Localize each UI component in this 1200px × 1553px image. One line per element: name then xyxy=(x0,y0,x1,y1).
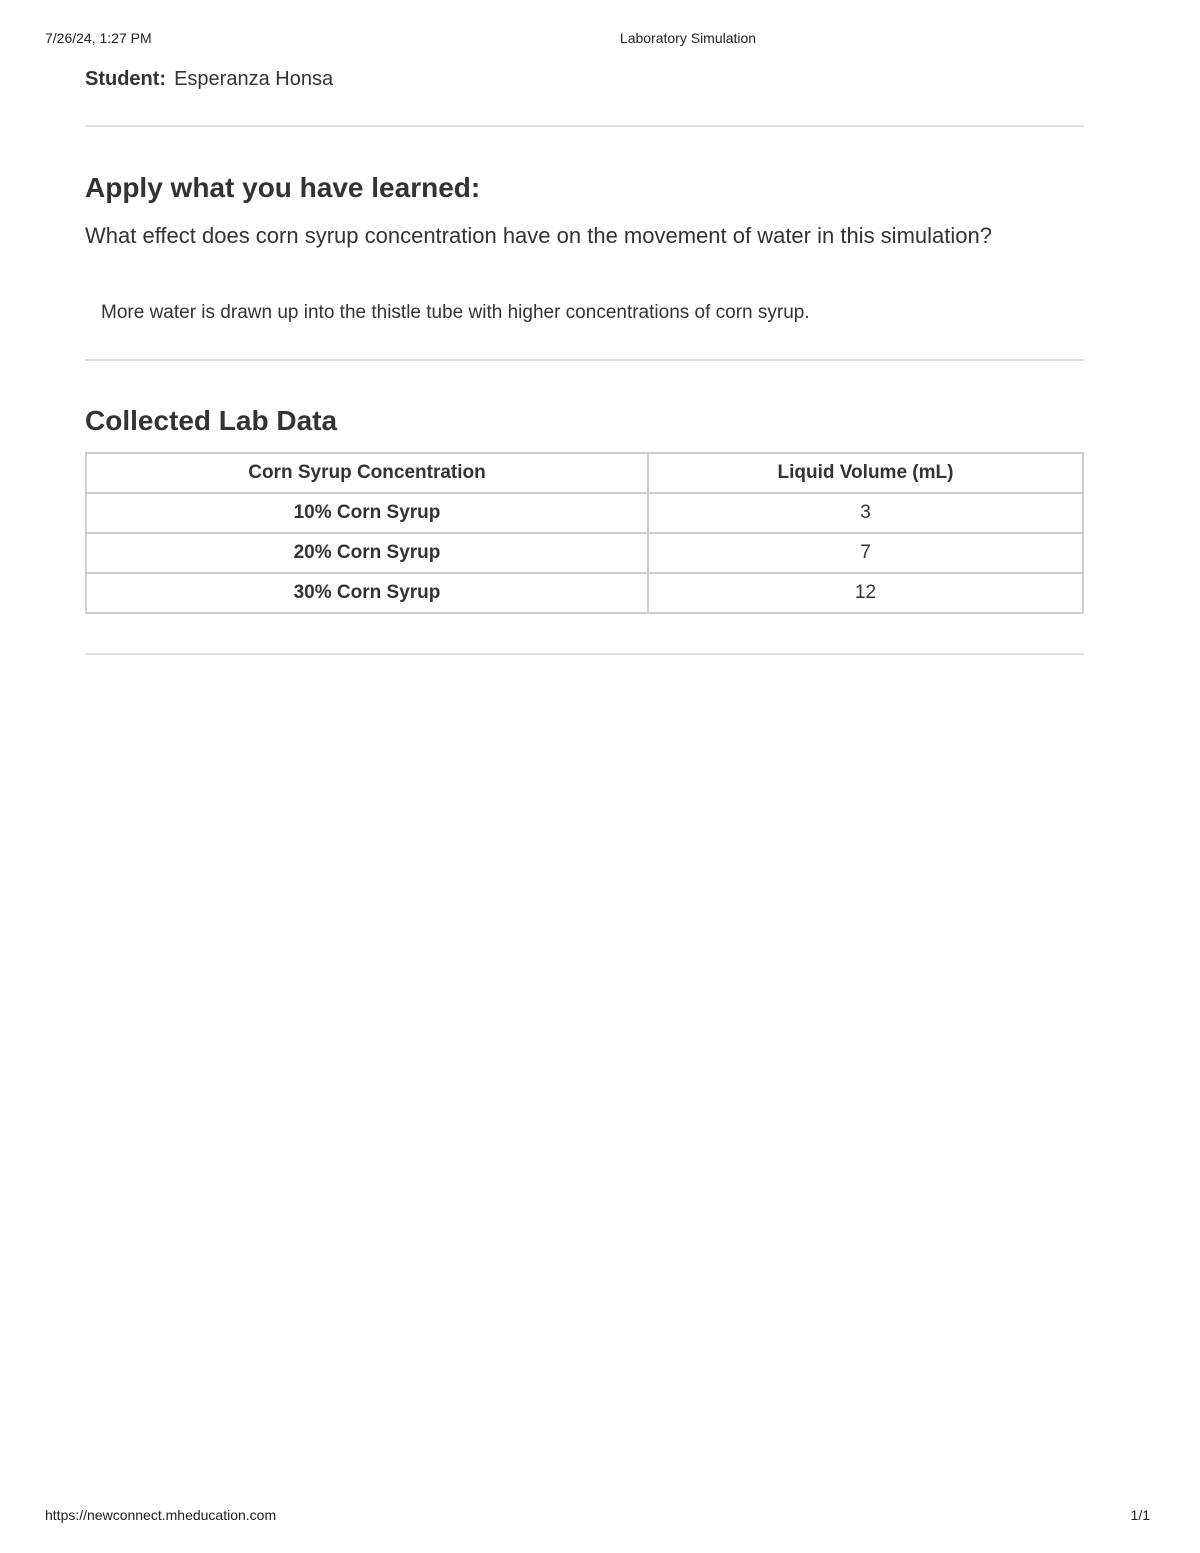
table-row xyxy=(86,573,1083,613)
column-header-concentration: Corn Syrup Concentration xyxy=(86,453,648,493)
answer-text: More water is drawn up into the thistle tube with higher concentrations of corn syrup. xyxy=(101,302,810,323)
question-text: What effect does corn syrup concentration have on the movement of water in this simulation? xyxy=(85,223,992,248)
table-row xyxy=(86,493,1083,533)
print-url: https://newconnect.mheducation.com xyxy=(45,1507,277,1523)
lab-data-heading: Collected Lab Data xyxy=(85,405,338,436)
column-header-volume: Liquid Volume (mL) xyxy=(648,453,1083,493)
print-page-title: Laboratory Simulation xyxy=(619,30,757,46)
concentration-cell: 20% Corn Syrup xyxy=(86,533,648,573)
student-info xyxy=(85,68,333,91)
volume-cell: 7 xyxy=(648,533,1083,573)
student-label: Student: xyxy=(85,68,167,90)
volume-cell: 3 xyxy=(648,493,1083,533)
divider xyxy=(85,359,1084,361)
divider xyxy=(85,125,1084,127)
concentration-cell: 30% Corn Syrup xyxy=(86,573,648,613)
lab-data-table xyxy=(85,452,1084,614)
table-header-row xyxy=(86,453,1083,493)
print-header xyxy=(0,30,1200,48)
concentration-cell: 10% Corn Syrup xyxy=(86,493,648,533)
apply-heading: Apply what you have learned: xyxy=(85,172,481,203)
divider xyxy=(85,653,1084,655)
print-footer xyxy=(0,1507,1200,1525)
student-name: Esperanza Honsa xyxy=(174,68,334,90)
print-page-number: 1/1 xyxy=(1130,1507,1150,1523)
volume-cell: 12 xyxy=(648,573,1083,613)
print-timestamp: 7/26/24, 1:27 PM xyxy=(45,30,152,46)
table-row xyxy=(86,533,1083,573)
